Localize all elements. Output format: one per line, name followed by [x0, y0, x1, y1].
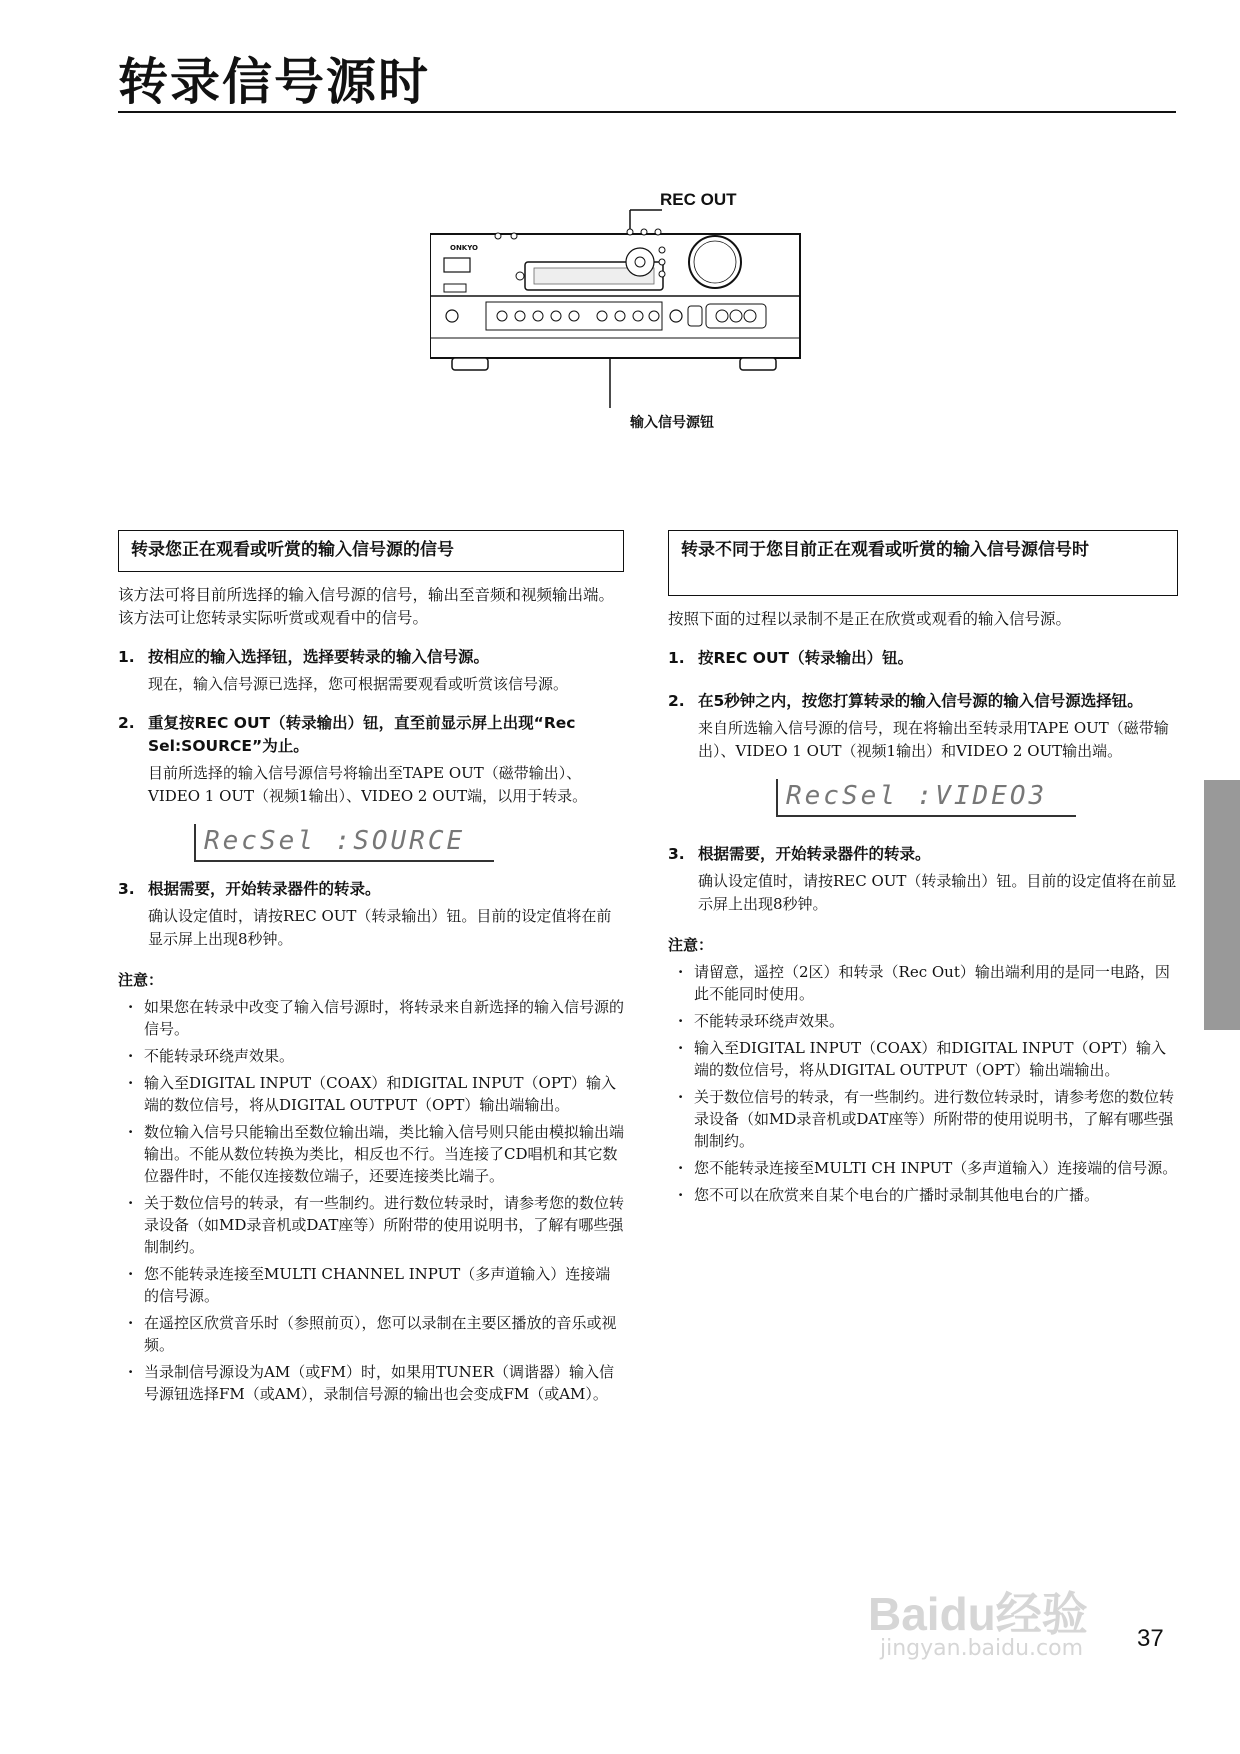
- lcd-text: RecSel :VIDEO3: [786, 781, 1048, 811]
- left-step-3: [118, 878, 624, 901]
- note-item: · 关于数位信号的转录，有一些制约。进行数位转录时，请参考您的数位转录设备（如MD录音机或DAT座等）所附带的使用说明书，了解有哪些强制制约。: [668, 1086, 1178, 1152]
- side-tab-marker: [1204, 780, 1240, 1030]
- lcd-display: [776, 779, 1178, 817]
- step-description: 确认设定值时，请按REC OUT（转录输出）钮。目前的设定值将在前显示屏上出现8秒钟。: [698, 872, 1177, 913]
- lcd-underline: [776, 815, 1076, 817]
- step-title: 根据需要，开始转录器件的转录。: [698, 845, 931, 863]
- left-intro: 该方法可将目前所选择的输入信号源的信号，输出至音频和视频输出端。该方法可让您转录实际听赏或观看中的信号。: [118, 586, 615, 627]
- step-number: 1.: [668, 649, 685, 667]
- step-number: 3.: [668, 845, 685, 863]
- notes-list: [118, 996, 624, 1405]
- note-item: · 关于数位信号的转录，有一些制约。进行数位转录时，请参考您的数位转录设备（如MD录音机或DAT座等）所附带的使用说明书，了解有哪些强制制约。: [118, 1192, 624, 1258]
- right-step-3: [668, 843, 1178, 866]
- note-item: · 您不能转录连接至MULTI CHANNEL INPUT（多声道输入）连接端的信号源。: [118, 1263, 624, 1307]
- right-section-heading: 转录不同于您目前正在观看或听赏的输入信号源信号时: [668, 530, 1178, 596]
- notes-heading: 注意：: [118, 971, 164, 989]
- watermark-url: jingyan.baidu.com: [880, 1636, 1084, 1661]
- left-section-heading: 转录您正在观看或听赏的输入信号源的信号: [118, 530, 624, 572]
- left-column: [118, 530, 624, 1410]
- left-step-2: [118, 712, 624, 758]
- step-title: 根据需要，开始转录器件的转录。: [148, 880, 381, 898]
- page-title: 转录信号源时: [118, 53, 430, 111]
- note-item: · 您不可以在欣赏来自某个电台的广播时录制其他电台的广播。: [668, 1184, 1178, 1206]
- step-description: 目前所选择的输入信号源信号将输出至TAPE OUT（磁带输出）、VIDEO 1 OUT（视频1输出）、VIDEO 2 OUT端，以用于转录。: [148, 764, 588, 805]
- step-description: 确认设定值时，请按REC OUT（转录输出）钮。目前的设定值将在前显示屏上出现8秒钟。: [148, 907, 612, 948]
- brand-logo: ONKYO: [450, 244, 479, 252]
- note-item: · 如果您在转录中改变了输入信号源时，将转录来自新选择的输入信号源的信号。: [118, 996, 624, 1040]
- lcd-text: RecSel :SOURCE: [204, 826, 466, 856]
- rec-out-label: REC OUT: [660, 190, 737, 209]
- note-item: · 输入至DIGITAL INPUT（COAX）和DIGITAL INPUT（OPT）输入端的数位信号，将从DIGITAL OUTPUT（OPT）输出端输出。: [668, 1037, 1178, 1081]
- step-title: 按REC OUT（转录输出）钮。: [698, 649, 914, 667]
- baidu-watermark: Baidu经验: [868, 1588, 1088, 1640]
- note-item: · 不能转录环绕声效果。: [118, 1045, 624, 1067]
- receiver-diagram: [430, 190, 870, 440]
- title-divider: [118, 111, 1176, 113]
- right-intro: 按照下面的过程以录制不是正在欣赏或观看的输入信号源。: [668, 610, 1072, 628]
- receiver-front-panel: [430, 190, 870, 440]
- step-number: 1.: [118, 648, 135, 666]
- note-item: · 请留意，遥控（2区）和转录（Rec Out）输出端利用的是同一电路，因此不能同时使用。: [668, 961, 1178, 1005]
- input-selector-label: 输入信号源钮: [630, 415, 714, 431]
- step-number: 2.: [668, 692, 685, 710]
- lcd-underline: [194, 860, 494, 862]
- note-item: · 当录制信号源设为AM（或FM）时，如果用TUNER（调谐器）输入信号源钮选择FM（或AM），录制信号源的输出也会变成FM（或AM）。: [118, 1361, 624, 1405]
- page-number: 37: [1137, 1625, 1164, 1652]
- right-step-1: [668, 647, 1178, 670]
- step-title: 在5秒钟之内，按您打算转录的输入信号源的输入信号源选择钮。: [698, 692, 1143, 710]
- step-description: 现在，输入信号源已选择，您可根据需要观看或听赏该信号源。: [148, 675, 569, 693]
- left-step-1: [118, 646, 624, 669]
- note-item: · 您不能转录连接至MULTI CH INPUT（多声道输入）连接端的信号源。: [668, 1157, 1178, 1179]
- note-item: · 数位输入信号只能输出至数位输出端，类比输入信号则只能由模拟输出端输出。不能从数位转换为类比，相反也不行。当连接了CD唱机和其它数位器件时，不能仅连接数位端子，还要连接类比端子。: [118, 1121, 624, 1187]
- right-column: [668, 530, 1178, 1211]
- notes-heading: 注意：: [668, 936, 714, 954]
- step-title: 重复按REC OUT（转录输出）钮，直至前显示屏上出现“Rec Sel:SOURCE”为止。: [148, 714, 576, 755]
- note-item: · 输入至DIGITAL INPUT（COAX）和DIGITAL INPUT（OPT）输入端的数位信号，将从DIGITAL OUTPUT（OPT）输出端输出。: [118, 1072, 624, 1116]
- step-number: 3.: [118, 880, 135, 898]
- lcd-display: [194, 824, 624, 862]
- step-number: 2.: [118, 714, 135, 732]
- lcd-border: [194, 824, 196, 860]
- step-title: 按相应的输入选择钮，选择要转录的输入信号源。: [148, 648, 490, 666]
- step-description: 来自所选输入信号源的信号，现在将输出至转录用TAPE OUT（磁带输出）、VIDEO 1 OUT（视频1输出）和VIDEO 2 OUT输出端。: [698, 719, 1169, 760]
- right-step-2: [668, 690, 1178, 713]
- notes-list: [668, 961, 1178, 1206]
- note-item: · 在遥控区欣赏音乐时（参照前页），您可以录制在主要区播放的音乐或视频。: [118, 1312, 624, 1356]
- lcd-border: [776, 779, 778, 815]
- note-item: · 不能转录环绕声效果。: [668, 1010, 1178, 1032]
